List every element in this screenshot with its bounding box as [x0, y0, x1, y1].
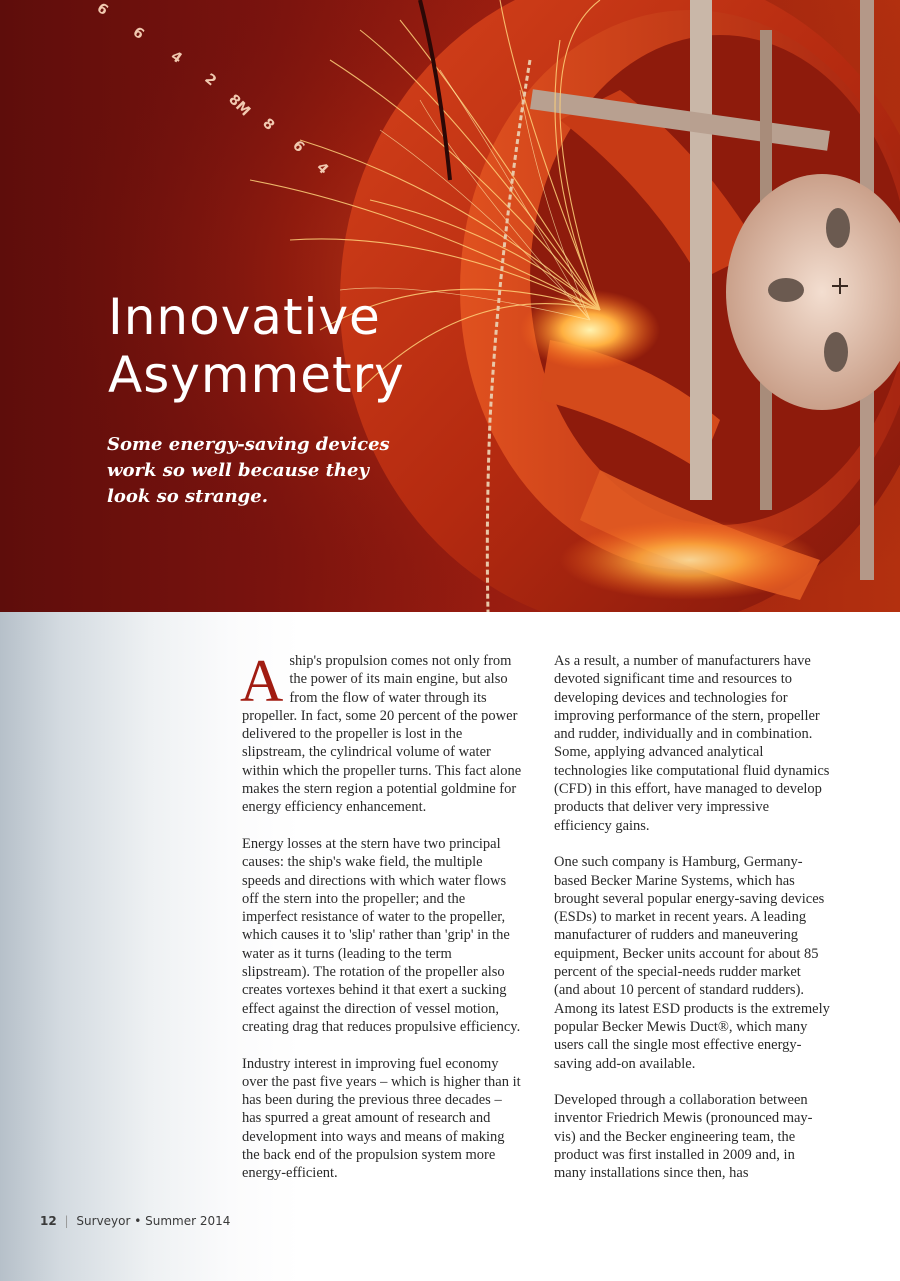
- body-paragraph: One such company is Hamburg, Germany-based Becker Marine Systems, which has brought several popular energy-saving devices (ESDs) to market in recent years. A leading manufacturer of rudders and maneuvering equipment, Becker units account for about 85 percent of the special-needs rudder market (and about 10 percent of standard rudders). Among its latest ESD products is the extremely popular Becker Mewis Duct®, which many users call the single most effective energy-saving add-on available.: [554, 854, 830, 1072]
- article-column-right: [554, 652, 830, 1183]
- drop-cap: A: [240, 648, 284, 714]
- body-paragraph: Industry interest in improving fuel economy over the past five years – which is higher than it has been during the previous three decades – has spurred a great amount of research and development into ways and means of making the back end of the propulsion system more energy-efficient.: [242, 1055, 521, 1182]
- page-number: 12: [40, 1214, 57, 1228]
- footer-separator: |: [64, 1214, 69, 1228]
- body-paragraph: [240, 648, 522, 817]
- scale-mark: 6: [129, 24, 147, 43]
- body-paragraph: Developed through a collaboration between inventor Friedrich Mewis (pronounced may-vis) and the Becker engineering team, the product was first installed in 2009 and, in many installations since then, has: [554, 1092, 813, 1182]
- hero-image: [0, 0, 900, 612]
- article-standfirst: Some energy-saving devices work so well because they look so strange.: [107, 434, 390, 507]
- body-paragraph: Energy losses at the stern have two principal causes: the ship's wake field, the multiple speeds and directions with which water flows off the stern into the propeller; and the imperfect resistance of water to the propeller, which causes it to 'slip' rather than 'grip' in the water as it turns (leading to the term slipstream). The rotation of the propeller also creates vortexes behind it that exert a sucking effect against the direction of vessel motion, creating drag that reduces propulsive efficiency.: [242, 835, 521, 1035]
- headline-line-2: Asymmetry: [108, 346, 405, 404]
- publication-name: Surveyor • Summer 2014: [76, 1214, 231, 1228]
- article-headline: [108, 288, 528, 404]
- headline-line-1: Innovative: [108, 288, 381, 346]
- scale-mark: 4: [167, 48, 185, 67]
- scale-mark: 4: [313, 159, 332, 178]
- article-column-left: [240, 648, 522, 1183]
- scale-mark: 6: [289, 137, 308, 156]
- body-paragraph: As a result, a number of manufacturers have devoted significant time and resources to developing devices and technologies for improving performance of the stern, propeller and rudder, individually and in combination. Some, applying advanced analytical technologies like computational fluid dynamics (CFD) in this effort, have managed to develop products that deliver very impressive efficiency gains.: [554, 653, 830, 834]
- body-paragraph-text: ship's propulsion comes not only from the power of its main engine, but also from the flow of water through its propeller. In fact, some 20 percent of the power delivered to the propeller is lost in the slipstream, the cylindrical volume of water within which the propeller turns. This fact alone makes the stern region a potential goldmine for energy efficiency enhancement.: [242, 653, 522, 816]
- scale-mark: 8M: [225, 91, 254, 120]
- scale-mark: 2: [201, 70, 220, 90]
- scale-mark: 8: [259, 115, 278, 134]
- page-footer: [40, 1214, 230, 1228]
- scale-mark: 6: [93, 0, 111, 19]
